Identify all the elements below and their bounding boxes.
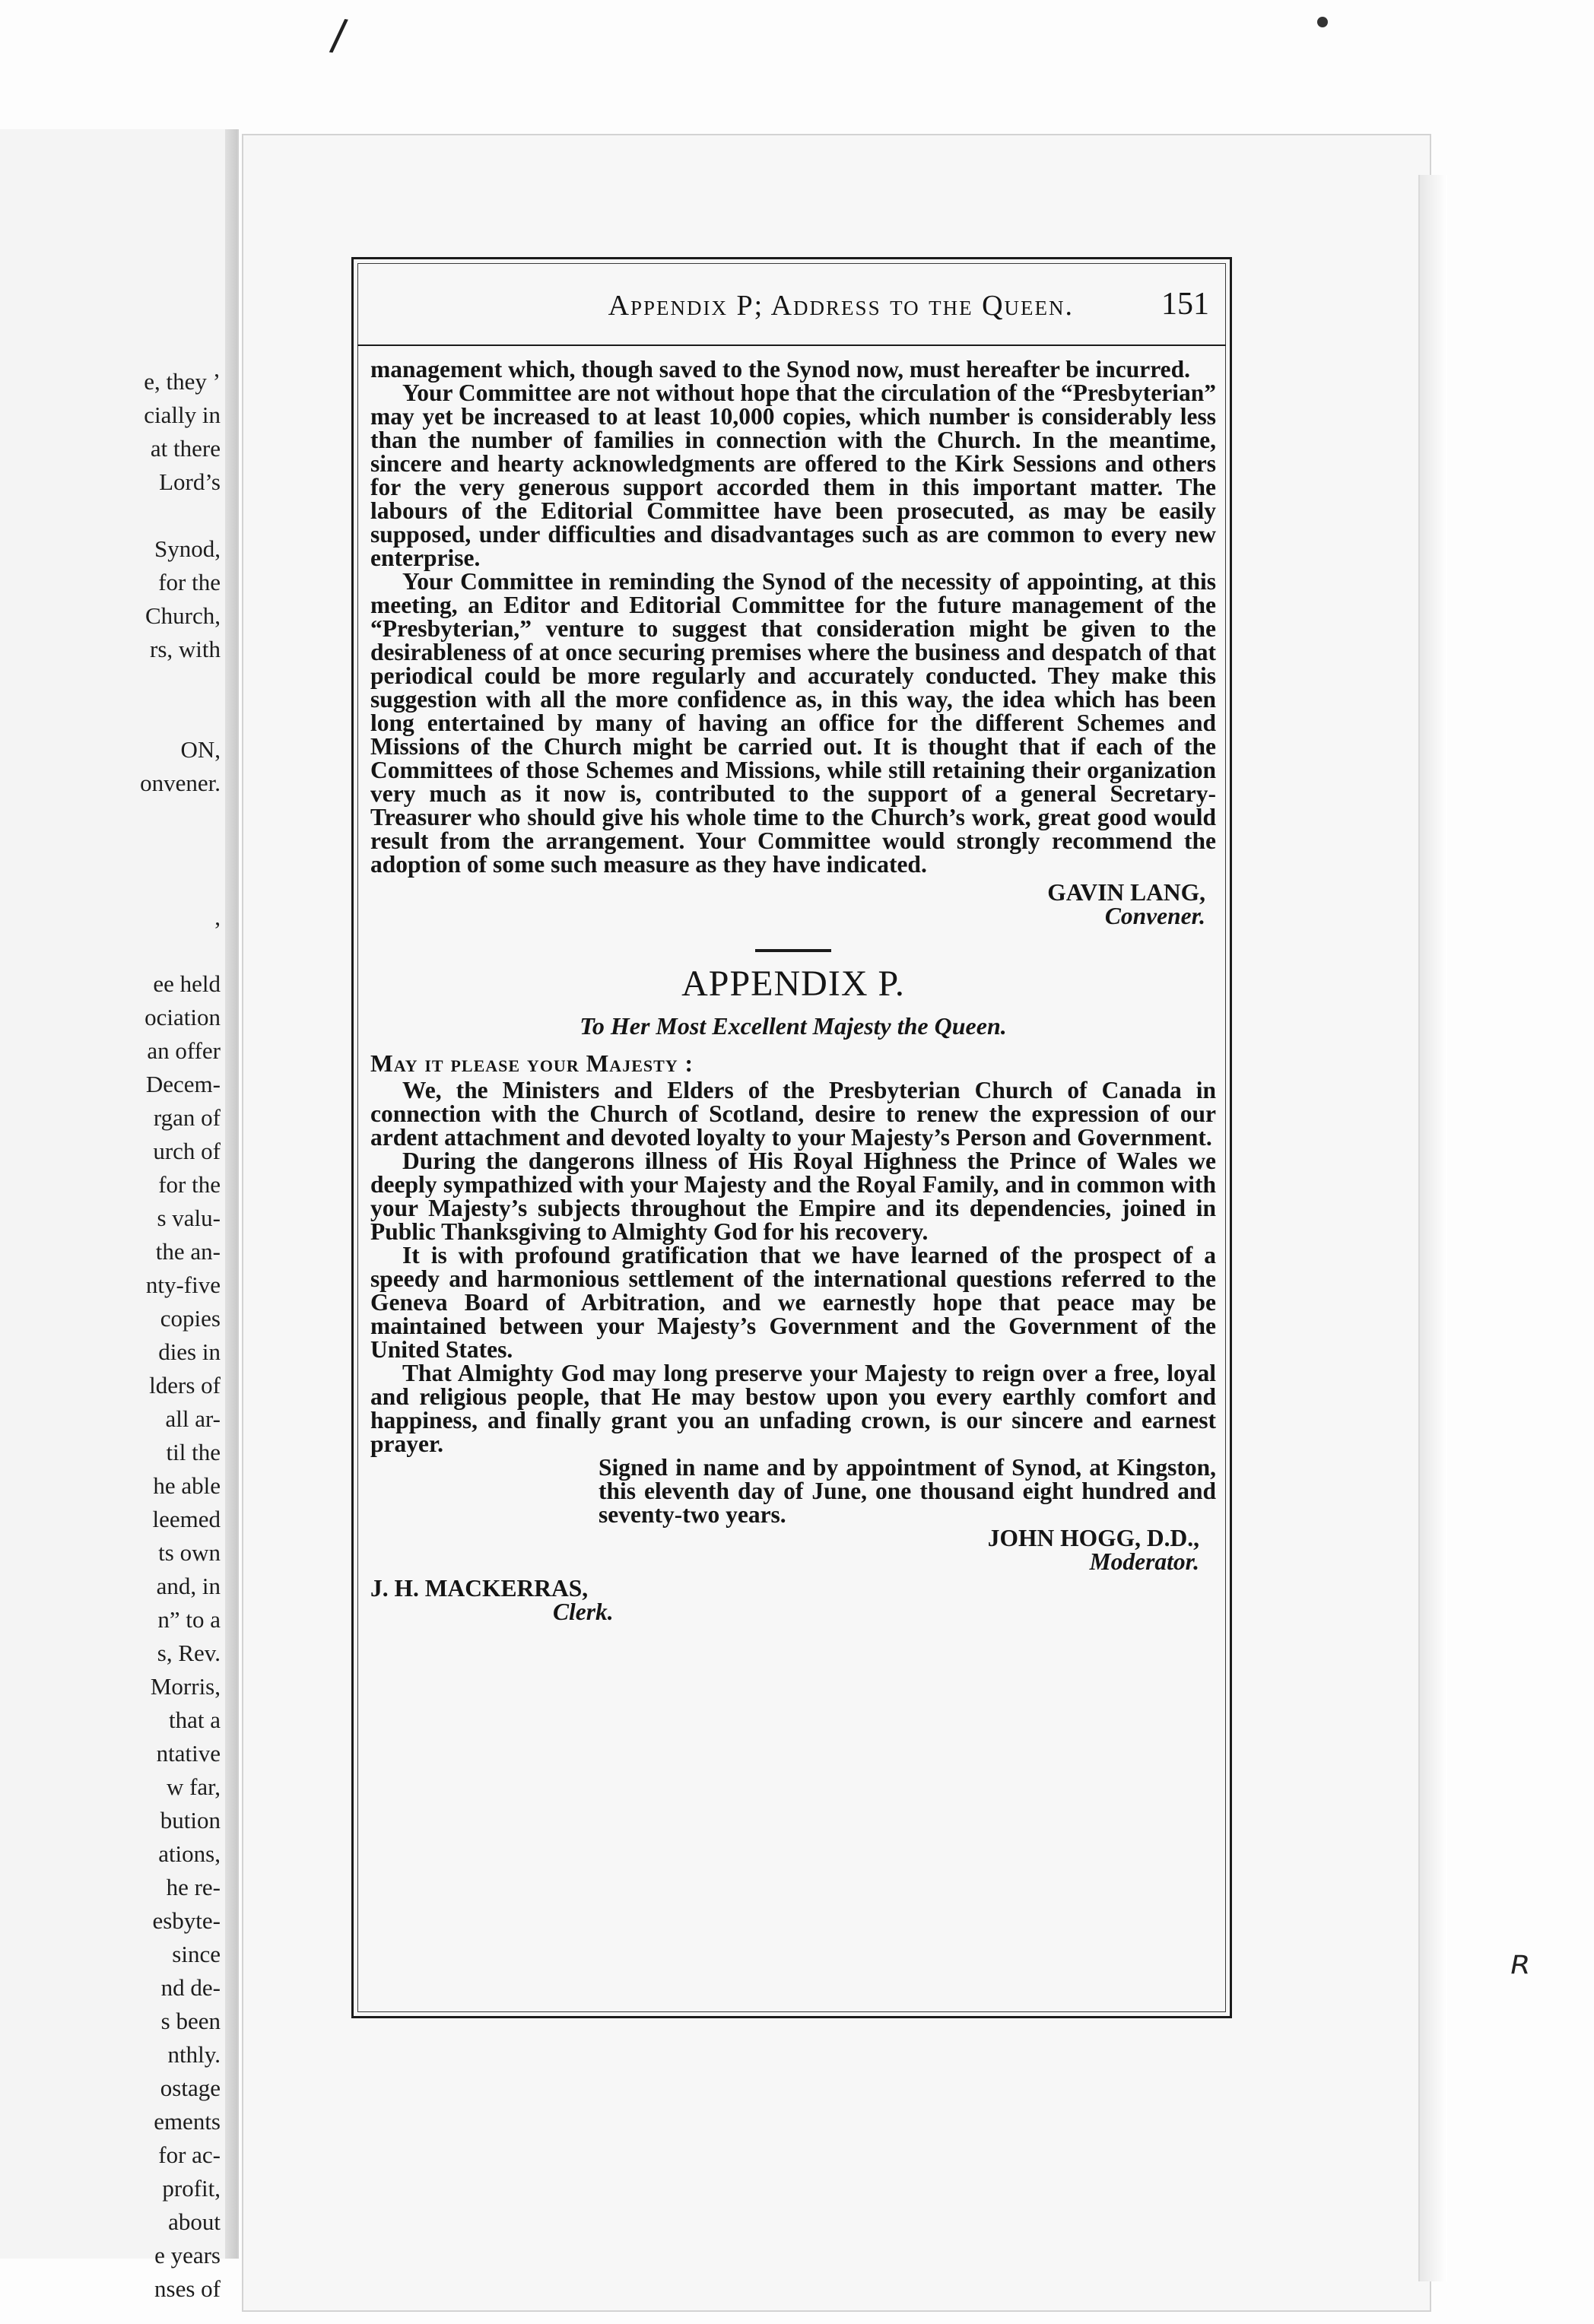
left-page-line: nthly.: [167, 2041, 221, 2068]
left-page-line: all ar-: [165, 1405, 221, 1432]
left-page-line: onvener.: [140, 770, 221, 796]
left-page-line: he re-: [166, 1874, 221, 1900]
left-page-line: Lord’s: [159, 468, 221, 495]
left-page-line: an offer: [147, 1037, 221, 1064]
left-page-line: dies in: [158, 1338, 221, 1365]
report-paragraph: management which, though saved to the Synod now, must hereafter be incurred.: [370, 356, 1191, 383]
dedication-line: To Her Most Excellent Majesty the Queen.: [579, 1012, 1007, 1040]
film-scratch-mark: /: [328, 10, 350, 61]
left-page-line: til the: [166, 1439, 221, 1465]
page-body: [370, 357, 1216, 1624]
left-page-line: e, they ’: [144, 368, 221, 395]
left-page-line: ee held: [153, 970, 221, 997]
moderator-signature: [370, 1526, 1199, 1573]
signer-role: Convener.: [1104, 903, 1205, 929]
address-paragraph: During the dangerons illness of His Royal Highness the Prince of Wales we deeply sympathized with your Majesty and the Royal Family, and in common with your Majesty’s subjects throughout the Empire and its dependencies, joined in Public Thanksgiving to Almighty God for his recovery.: [370, 1148, 1216, 1245]
left-page-line: he able: [153, 1472, 221, 1499]
left-page-line: [0, 867, 221, 900]
section-divider: [755, 949, 831, 952]
header-rule: [357, 344, 1226, 346]
left-page-line: [0, 499, 221, 532]
left-page-line: urch of: [153, 1138, 221, 1164]
left-facing-page: [0, 129, 239, 2302]
moderator-role: Moderator.: [1089, 1548, 1199, 1575]
left-page-line: e years: [154, 2242, 221, 2268]
left-page-text: [0, 365, 221, 2306]
left-page-line: [0, 666, 221, 700]
left-page-line: ements: [154, 2108, 221, 2135]
report-signature: [370, 881, 1205, 928]
address-paragraph: It is with profound gratification that we have learned of the prospect of a speedy and harmonious settlement of the international questions referred to the Geneva Board of Arbitration, and we earnestly hope that peace may be maintained between your Majesty’s Government and the Government of the United States.: [370, 1242, 1216, 1363]
left-page-line: lders of: [149, 1372, 221, 1399]
left-page-line: Morris,: [150, 1673, 221, 1700]
report-paragraph: Your Committee are not without hope that the circulation of the “Presbyterian” may yet be increased to at least 10,000 copies, which number is considerably less than the number of families in connection with the Church. In the meantime, sincere and hearty acknowledgments are offered to the Kirk Sessions and others for the very generous support accorded them in this important matter. The labours of the Editorial Committee have been prosecuted, as may be easily supposed, under difficulties and disadvantages such as are common to every new enterprise.: [370, 379, 1216, 571]
left-page-line: that a: [169, 1706, 221, 1733]
left-page-line: ON,: [180, 736, 221, 763]
left-page-line: Church,: [144, 602, 221, 629]
book-gutter: [225, 129, 237, 2259]
left-page-line: ations,: [158, 1840, 221, 1867]
left-page-line: s been: [160, 2008, 221, 2034]
running-header: [357, 283, 1226, 329]
address-paragraph: That Almighty God may long preserve your Majesty to reign over a free, loyal and religious people, that He may bestow upon you every earthly comfort and happiness, and finally grant you an unfading crown, is our sincere and earnest prayer.: [370, 1360, 1216, 1457]
signer-name: GAVIN LANG,: [1047, 879, 1205, 906]
left-page-line: ostage: [160, 2075, 221, 2101]
left-page-line: ociation: [144, 1004, 221, 1030]
clerk-signature: [370, 1576, 1216, 1624]
appendix-title: APPENDIX P.: [681, 964, 905, 1004]
left-page-line: for the: [158, 569, 221, 595]
left-page-line: leemed: [152, 1506, 221, 1532]
left-page-line: at there: [150, 435, 221, 462]
left-page-line: n” to a: [157, 1606, 221, 1633]
left-page-line: profit,: [162, 2175, 221, 2202]
left-page-line: for ac-: [158, 2141, 221, 2168]
left-page-line: s, Rev.: [157, 1640, 221, 1666]
left-page-line: rgan of: [153, 1104, 221, 1131]
left-page-line: w far,: [166, 1773, 221, 1800]
film-dust-spot: [1317, 17, 1328, 27]
left-page-line: ts own: [158, 1539, 221, 1566]
page-number: 151: [1161, 287, 1209, 322]
left-page-line: and, in: [156, 1573, 221, 1599]
left-page-line: s valu-: [157, 1205, 221, 1231]
left-page-line: since: [172, 1941, 221, 1967]
report-paragraph: Your Committee in reminding the Synod of the necessity of appointing, at this meeting, an Editor and Editorial Committee for the future management of the “Presbyterian,” venture to suggest that consideration might be given to the desirableness of at once securing premises where the business and despatch of that periodical could be more regularly and accurately conducted. They make this suggestion with all the more confidence as, in this way, the idea which has been long entertained by many of having an office for the different Schemes and Missions of the Church might be carried out. It is thought that if each of the Committees of those Schemes and Missions, while still retaining their organization very much as it now is, contributed to the support of a general Secretary-Treasurer who should give his whole time to the Church’s work, great good would result from the arrangement. Your Committee would strongly recommend the adoption of some such measure as they have indicated.: [370, 568, 1216, 878]
left-page-line: ,: [214, 903, 221, 930]
left-page-line: ntative: [156, 1740, 221, 1767]
clerk-role: Clerk.: [553, 1599, 614, 1625]
left-page-line: esbyte-: [152, 1907, 221, 1934]
left-page-line: for the: [158, 1171, 221, 1198]
left-page-line: the an-: [155, 1238, 221, 1265]
left-page-line: copies: [160, 1305, 221, 1332]
left-page-line: about: [168, 2208, 221, 2235]
left-page-line: nses of: [154, 2275, 221, 2302]
salutation: May it please your Majesty :: [370, 1050, 694, 1077]
left-page-line: bution: [160, 1807, 221, 1833]
handwritten-mark: ᴿ: [1510, 1947, 1531, 2000]
left-page-line: [0, 833, 221, 867]
page-edge-shadow: [1418, 175, 1447, 2281]
address-paragraph: We, the Ministers and Elders of the Presbyterian Church of Canada in connection with the Church of Scotland, desire to renew the expression of our ardent attachment and devoted loyalty to your Majesty’s Person and Government.: [370, 1077, 1216, 1151]
left-page-line: nty-five: [145, 1272, 221, 1298]
left-page-line: [0, 934, 221, 967]
left-page-line: [0, 800, 221, 833]
clerk-name: J. H. MACKERRAS,: [370, 1575, 589, 1602]
moderator-name: JOHN HOGG, D.D.,: [987, 1525, 1199, 1551]
left-page-line: Decem-: [145, 1071, 221, 1097]
left-page-line: [0, 700, 221, 733]
running-title: Appendix P; Address to the Queen.: [608, 290, 1074, 322]
left-page-line: cially in: [144, 402, 221, 428]
left-page-line: Synod,: [154, 535, 221, 562]
left-page-line: rs, with: [150, 636, 221, 662]
closing-statement: Signed in name and by appointment of Synod, at Kingston, this eleventh day of June, one thousand eight hundred and seventy-two years.: [599, 1454, 1216, 1528]
left-page-line: nd de-: [160, 1974, 221, 2001]
